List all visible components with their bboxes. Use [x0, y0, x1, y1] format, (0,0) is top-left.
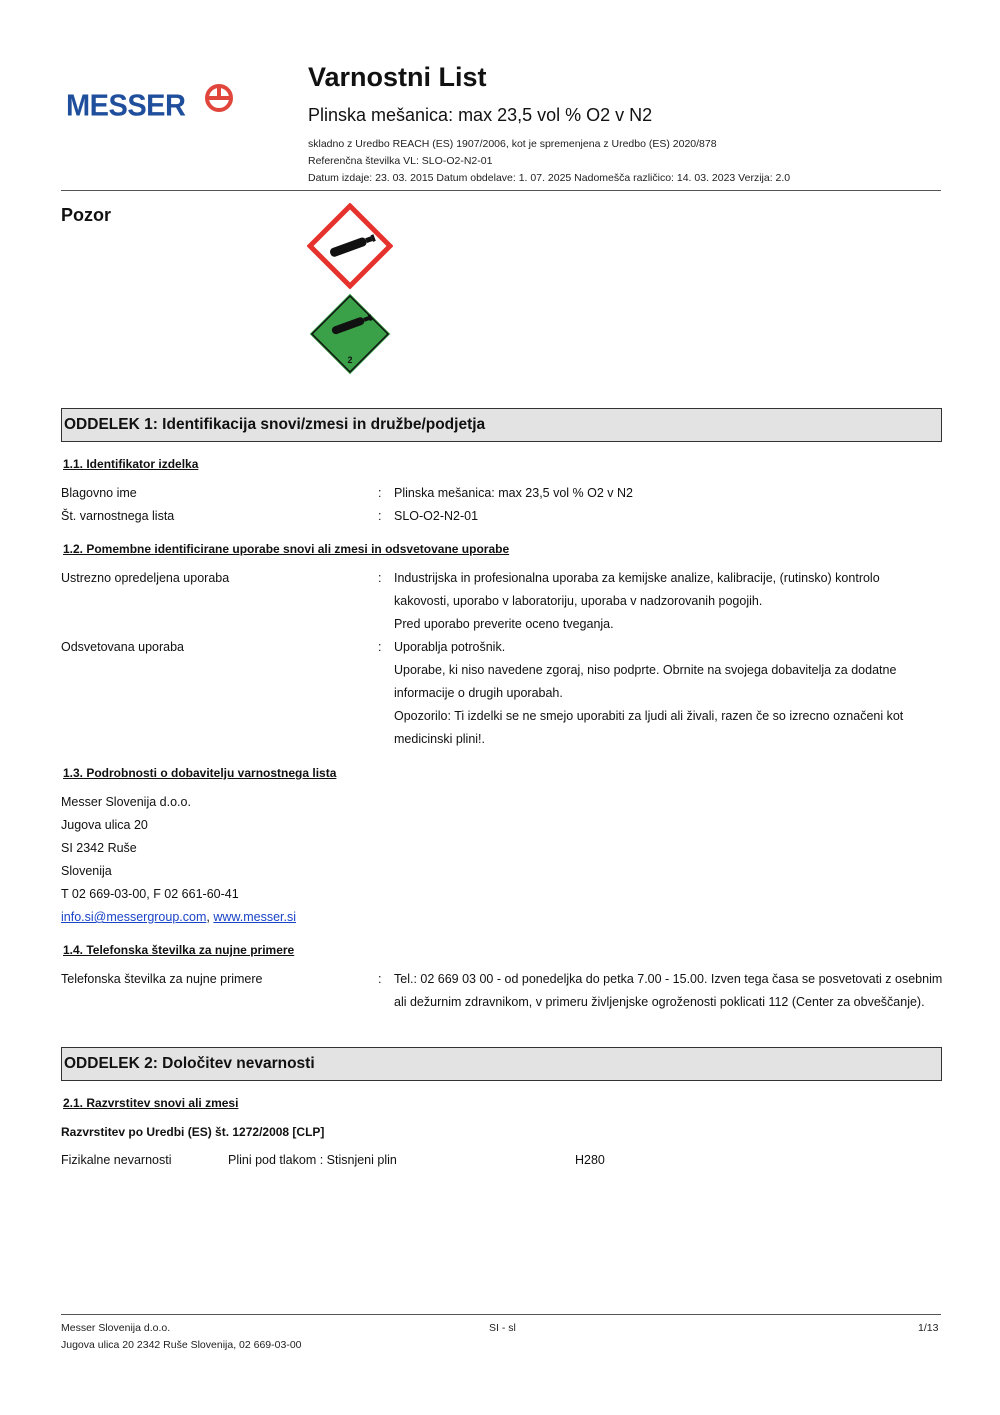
text-line: Uporabe, ki niso navedene zgoraj, niso podprte. Obrnite na svojega dobavitelja za dodatne [394, 663, 897, 677]
supplier-street: Jugova ulica 20 [61, 818, 148, 832]
signal-word: Pozor [61, 205, 112, 225]
hazard-category: Fizikalne nevarnosti [61, 1153, 172, 1167]
supplier-city: SI 2342 Ruše [61, 841, 137, 855]
adr-class-2-icon [307, 291, 393, 377]
text-line: Uporablja potrošnik. [394, 640, 506, 654]
identified-use-value [394, 567, 954, 636]
advised-against-value [394, 636, 954, 751]
email-link[interactable]: info.si@messergroup.com [61, 910, 207, 924]
text-line: kakovosti, uporabo v laboratoriju, uporaba v nadzorovanih pogojih. [394, 594, 763, 608]
text-line: Pred uporabo preverite oceno tveganja. [394, 617, 614, 631]
colon: : [378, 509, 382, 523]
trade-name-value: Plinska mešanica: max 23,5 vol % O2 v N2 [394, 486, 633, 500]
trade-name-label: Blagovno ime [61, 486, 137, 500]
supplier-country: Slovenija [61, 864, 112, 878]
footer-address: Jugova ulica 20 2342 Ruše Slovenija, 02 669-03-00 [61, 1339, 302, 1351]
text-line: Industrijska in profesionalna uporaba za kemijske analize, kalibracije, (rutinsko) kontrolo [394, 571, 880, 585]
heading-2-1: 2.1. Razvrstitev snovi ali zmesi [63, 1096, 239, 1110]
supplier-contacts [61, 910, 296, 924]
regulation-line: skladno z Uredbo REACH (ES) 1907/2006, kot je spremenjena z Uredbo (ES) 2020/878 [308, 138, 717, 150]
section-2-header [61, 1047, 942, 1081]
dates-line: Datum izdaje: 23. 03. 2015 Datum obdelave: 1. 07. 2025 Nadomešča različico: 14. 03. 2023 Verzija: 2.0 [308, 172, 791, 184]
supplier-phone: T 02 669-03-00, F 02 661-60-41 [61, 887, 239, 901]
section-2-title: ODDELEK 2: Določitev nevarnosti [64, 1055, 315, 1072]
heading-1-4: 1.4. Telefonska številka za nujne primere [63, 943, 295, 957]
logo-text: MESSER [66, 89, 186, 123]
website-link[interactable]: www.messer.si [213, 910, 296, 924]
hazard-class: Plini pod tlakom : Stisnjeni plin [228, 1153, 397, 1167]
page-number: 1/13 [918, 1322, 939, 1334]
sds-number-label: Št. varnostnega lista [61, 509, 175, 523]
section-1-header [61, 408, 942, 442]
footer-divider [61, 1314, 941, 1315]
link-separator: , [206, 910, 214, 924]
clp-heading: Razvrstitev po Uredbi (ES) št. 1272/2008 [CLP] [61, 1125, 325, 1139]
sds-number-value: SLO-O2-N2-01 [394, 509, 479, 523]
header-divider [61, 190, 941, 191]
pictograms [307, 203, 393, 378]
colon: : [378, 571, 382, 585]
emergency-label: Telefonska številka za nujne primere [61, 972, 263, 986]
advised-against-label: Odsvetovana uporaba [61, 640, 185, 654]
colon: : [378, 486, 382, 500]
messer-logo-icon [203, 82, 235, 114]
colon: : [378, 972, 382, 986]
footer-company: Messer Slovenija d.o.o. [61, 1322, 171, 1334]
document-title: Varnostni List [308, 62, 487, 92]
adr-class-number: 2 [347, 355, 353, 365]
heading-1-2: 1.2. Pomembne identificirane uporabe snovi ali zmesi in odsvetovane uporabe [63, 542, 510, 556]
gas-cylinder-ghs-icon [307, 203, 393, 289]
identified-use-label: Ustrezno opredeljena uporaba [61, 571, 230, 585]
colon: : [378, 640, 382, 654]
text-line: ali dežurnim zdravnikom, v primeru življenjske ogroženosti poklicati 112 (Center za obveščanje). [394, 995, 925, 1009]
heading-1-3: 1.3. Podrobnosti o dobavitelju varnostnega lista [63, 766, 337, 780]
section-1-title: ODDELEK 1: Identifikacija snovi/zmesi in družbe/podjetja [64, 416, 486, 433]
heading-1-1: 1.1. Identifikator izdelka [63, 457, 199, 471]
emergency-value [394, 968, 954, 1014]
reference-line: Referenčna številka VL: SLO-O2-N2-01 [308, 155, 493, 167]
messer-logo [66, 82, 236, 126]
text-line: Tel.: 02 669 03 00 - od ponedeljka do petka 7.00 - 15.00. Izven tega časa se posvetovati z osebnim [394, 972, 943, 986]
text-line: informacije o drugih uporabah. [394, 686, 563, 700]
footer-language: SI - sl [489, 1322, 516, 1334]
text-line: medicinski plini!. [394, 732, 486, 746]
supplier-name: Messer Slovenija d.o.o. [61, 795, 191, 809]
text-line: Opozorilo: Ti izdelki se ne smejo uporabiti za ljudi ali živali, razen če so izrecno označeni kot [394, 709, 904, 723]
hazard-code: H280 [575, 1153, 605, 1167]
document-subtitle: Plinska mešanica: max 23,5 vol % O2 v N2 [308, 105, 653, 125]
